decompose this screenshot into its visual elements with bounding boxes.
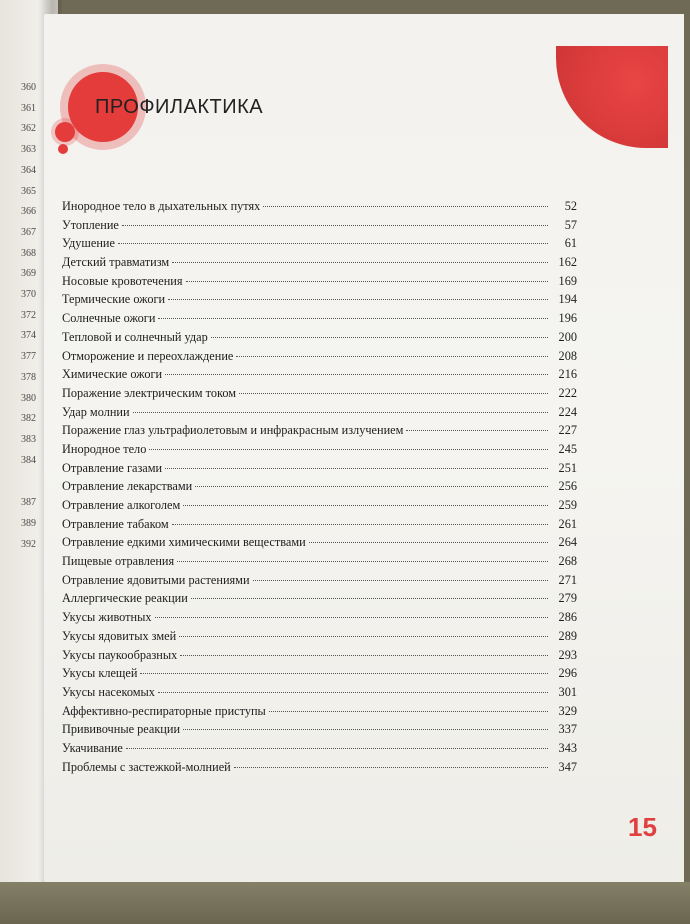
toc-entry-title: Поражение глаз ультрафиолетовым и инфракрасным излучением [62, 423, 404, 438]
toc-dot-leader [195, 486, 548, 487]
toc-entry-page: 259 [558, 498, 577, 512]
toc-entry-page: 268 [558, 554, 577, 569]
toc-entry-title: Отравление едкими химическими веществами [62, 535, 306, 550]
toc-entry-page: 169 [558, 273, 577, 288]
section-title: ПРОФИЛАКТИКА [95, 96, 264, 118]
toc-entry [62, 666, 577, 685]
toc-entry-page: 227 [558, 423, 577, 438]
toc-entry-page: 222 [558, 385, 577, 400]
toc-dot-leader [211, 337, 548, 338]
toc-entry [62, 255, 577, 274]
toc-dot-leader [183, 505, 548, 506]
toc-entry-page: 261 [558, 516, 577, 531]
toc-dot-leader [186, 281, 548, 282]
toc-entry-page: 296 [558, 666, 577, 681]
section-dot-decoration [58, 144, 68, 154]
toc-dot-leader [236, 356, 548, 357]
toc-entry-page: 286 [558, 610, 577, 625]
toc-entry-title: Укусы ядовитых змей [62, 628, 177, 643]
toc-dot-leader [165, 374, 548, 375]
toc-entry-page: 343 [558, 740, 577, 755]
toc-dot-leader [183, 729, 548, 730]
toc-entry-title: Термические ожоги [62, 292, 166, 307]
left-page-number: 374 [21, 330, 36, 342]
toc-dot-leader [133, 412, 548, 413]
toc-dot-leader [406, 430, 548, 431]
toc-entry-title: Проблемы с застежкой-молнией [62, 759, 231, 774]
toc-entry [62, 685, 577, 704]
toc-entry-title: Отравление табаком [62, 516, 169, 531]
toc-entry [62, 199, 577, 218]
toc-entry-page: 264 [558, 535, 577, 550]
toc-entry [62, 405, 577, 424]
toc-entry-title: Укачивание [62, 740, 123, 755]
toc-entry-page: 245 [558, 441, 577, 456]
toc-entry-title: Пищевые отравления [62, 554, 175, 569]
toc-entry-title: Отморожение и переохлаждение [62, 348, 234, 363]
toc-entry [62, 423, 577, 442]
toc-entry-title: Укусы насекомых [62, 684, 155, 699]
toc-entry-title: Тепловой и солнечный удар [62, 329, 208, 344]
page-number: 15 [628, 812, 657, 842]
toc-entry [62, 648, 577, 667]
toc-entry-page: 301 [558, 684, 577, 699]
left-page-number: 368 [21, 247, 36, 259]
toc-entry-title: Отравление лекарствами [62, 479, 193, 494]
toc-dot-leader [253, 580, 548, 581]
toc-entry-page: 194 [558, 292, 577, 307]
left-page-number: 383 [21, 433, 36, 445]
toc-dot-leader [180, 655, 548, 656]
toc-dot-leader [309, 542, 548, 543]
toc-entry [62, 386, 577, 405]
toc-entry-title: Аффективно-респираторные приступы [62, 703, 266, 718]
toc-entry [62, 498, 577, 517]
toc-entry-page: 329 [558, 703, 577, 718]
toc-entry-title: Поражение электрическим током [62, 385, 237, 400]
toc-entry [62, 610, 577, 629]
left-page-number: 387 [21, 497, 36, 509]
left-page-number: 372 [21, 309, 36, 321]
toc-entry-page: 200 [558, 329, 577, 344]
left-page-number: 384 [21, 454, 36, 466]
toc-entry [62, 236, 577, 255]
left-page-numbers [0, 78, 36, 555]
toc-entry-title: Отравление алкоголем [62, 498, 181, 512]
toc-entry [62, 367, 577, 386]
toc-entry-page: 162 [558, 255, 577, 270]
toc-dot-leader [172, 262, 548, 263]
toc-entry-title: Прививочные реакции [62, 722, 181, 737]
toc-dot-leader [179, 636, 548, 637]
toc-entry-title: Укусы паукообразных [62, 647, 178, 662]
toc-entry-page: 57 [564, 217, 577, 232]
table-surface [0, 882, 690, 924]
toc-entry [62, 554, 577, 573]
left-page-number: 392 [21, 538, 36, 550]
section-bubble-decoration [55, 122, 75, 142]
toc-entry-page: 224 [558, 404, 577, 419]
toc-entry-page: 216 [558, 367, 577, 382]
toc-entry-page: 271 [558, 572, 577, 587]
toc-entry [62, 442, 577, 461]
toc-entry [62, 722, 577, 741]
toc-entry [62, 479, 577, 498]
toc-entry-title: Укусы клещей [62, 666, 138, 681]
toc-entry-title: Химические ожоги [62, 367, 163, 382]
toc-entry-page: 208 [558, 348, 577, 363]
left-page-number: 382 [21, 413, 36, 425]
toc-entry-page: 196 [558, 311, 577, 326]
toc-entry-title: Удар молнии [62, 404, 130, 419]
left-page-number: 360 [21, 82, 36, 93]
toc-dot-leader [165, 468, 548, 469]
left-page-number: 367 [21, 226, 36, 238]
toc-dot-leader [155, 617, 548, 618]
toc-entry [62, 292, 577, 311]
left-page-number: 370 [21, 289, 36, 301]
toc-dot-leader [191, 598, 548, 599]
toc-entry-title: Детский травматизм [62, 255, 170, 270]
toc-entry-title: Удушение [62, 236, 115, 251]
toc-entry-title: Утопление [62, 217, 119, 232]
toc-entry-page: 347 [558, 759, 577, 774]
toc-entry-page: 256 [558, 479, 577, 494]
toc-entry [62, 218, 577, 237]
left-page-number: 380 [21, 392, 36, 404]
left-page-number: 365 [21, 185, 36, 197]
toc-entry [62, 535, 577, 554]
toc-dot-leader [168, 299, 548, 300]
left-page-number: 363 [21, 144, 36, 156]
toc-dot-leader [263, 206, 548, 207]
toc-dot-leader [158, 692, 548, 693]
toc-entry-title: Укусы животных [62, 610, 152, 625]
toc-entry-page: 61 [564, 236, 577, 251]
toc-entry [62, 330, 577, 349]
toc-entry [62, 741, 577, 760]
toc-entry-title: Аллергические реакции [62, 591, 188, 606]
toc-entry [62, 517, 577, 536]
toc-entry-title: Инородное тело в дыхательных путях [62, 199, 261, 213]
toc-dot-leader [177, 561, 548, 562]
toc-entry [62, 274, 577, 293]
left-page-number: 369 [21, 268, 36, 280]
toc-dot-leader [172, 524, 548, 525]
left-page-number: 362 [21, 123, 36, 135]
toc-entry-title: Отравление газами [62, 460, 163, 475]
toc-entry [62, 461, 577, 480]
toc-dot-leader [126, 748, 548, 749]
left-page-number: 389 [21, 518, 36, 530]
toc-entry [62, 311, 577, 330]
left-page-number: 364 [21, 164, 36, 176]
toc-entry-title: Солнечные ожоги [62, 311, 156, 326]
left-page-number: 378 [21, 371, 36, 383]
toc-entry [62, 629, 577, 648]
toc-dot-leader [118, 243, 548, 244]
toc-entry-title: Отравление ядовитыми растениями [62, 572, 250, 587]
table-of-contents [62, 199, 577, 778]
toc-dot-leader [149, 449, 548, 450]
toc-entry [62, 760, 577, 779]
toc-entry-page: 289 [558, 628, 577, 643]
left-page-number: 366 [21, 206, 36, 218]
toc-entry-title: Инородное тело [62, 441, 147, 456]
toc-entry-page: 251 [558, 460, 577, 475]
toc-entry [62, 349, 577, 368]
toc-entry-page: 337 [558, 722, 577, 737]
toc-dot-leader [239, 393, 548, 394]
toc-dot-leader [122, 225, 548, 226]
toc-dot-leader [269, 711, 548, 712]
left-page-number: 377 [21, 351, 36, 363]
toc-dot-leader [158, 318, 548, 319]
toc-entry-page: 279 [558, 591, 577, 606]
left-page-number: 361 [21, 102, 36, 114]
toc-entry-page: 52 [564, 199, 577, 213]
toc-entry [62, 573, 577, 592]
toc-entry-title: Носовые кровотечения [62, 273, 183, 288]
toc-dot-leader [234, 767, 548, 768]
toc-entry-page: 293 [558, 647, 577, 662]
toc-entry [62, 591, 577, 610]
toc-dot-leader [140, 673, 548, 674]
toc-entry [62, 704, 577, 723]
